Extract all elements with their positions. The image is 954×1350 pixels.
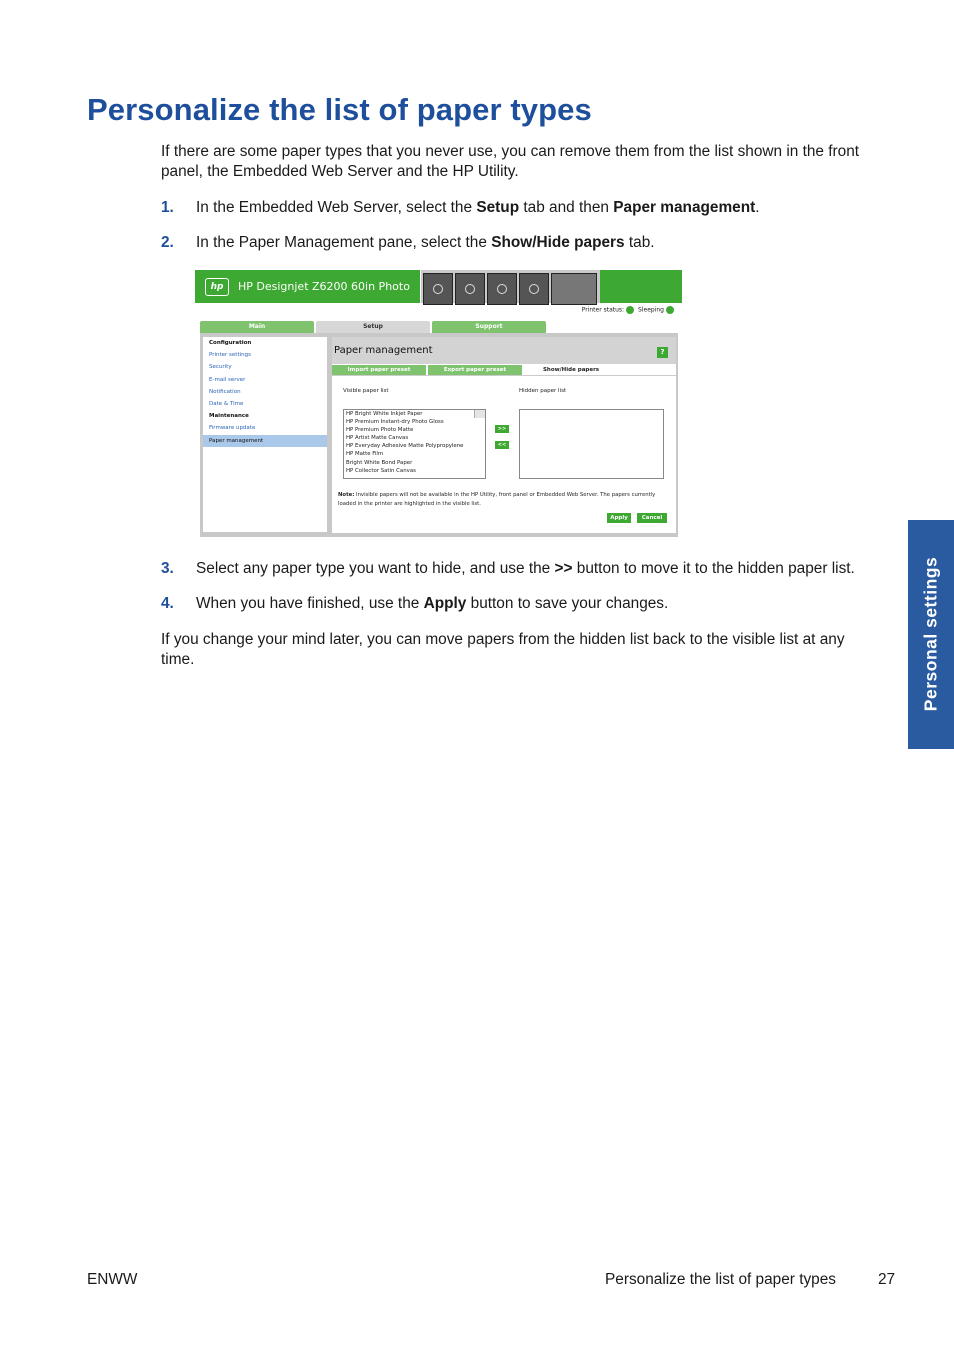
sidebar-item-paper-management[interactable]: Paper management xyxy=(203,435,327,447)
step-number: 2. xyxy=(161,234,174,251)
panel-title: Paper management xyxy=(334,345,433,356)
list-item[interactable]: HP Premium Instant-dry Photo Gloss xyxy=(346,419,444,426)
note-label: Note: xyxy=(338,492,355,498)
step-text: In the Paper Management pane, select the xyxy=(196,234,492,251)
tab-main[interactable]: Main xyxy=(200,321,314,333)
list-scrollbar[interactable] xyxy=(474,410,485,418)
printer-name: HP Designjet Z6200 60in Photo xyxy=(238,280,410,293)
apply-button[interactable]: Apply xyxy=(607,513,631,523)
list-item[interactable]: HP Artist Matte Canvas xyxy=(346,435,409,442)
page-number: 27 xyxy=(878,1271,896,1288)
step-text: button to move it to the hidden paper list. xyxy=(572,560,855,577)
printer-status xyxy=(582,306,678,314)
tab-export-paper-preset[interactable]: Export paper preset xyxy=(428,365,522,375)
status-refresh-icon xyxy=(666,306,674,314)
visible-paper-list[interactable] xyxy=(343,409,486,479)
list-item[interactable]: HP Bright White Inkjet Paper xyxy=(346,411,423,417)
page-title: Personalize the list of paper types xyxy=(87,92,592,127)
sidebar-item-printer-settings[interactable]: Printer settings xyxy=(209,352,251,359)
sidebar-heading-configuration: Configuration xyxy=(209,340,252,346)
show-hide-pane xyxy=(332,375,676,533)
step-bold-show-hide: Show/Hide papers xyxy=(491,234,625,251)
tab-support[interactable]: Support xyxy=(432,321,546,333)
note-text xyxy=(338,491,672,508)
ews-main-panel xyxy=(332,337,676,532)
step-number: 4. xyxy=(161,595,174,612)
visible-list-label: Visible paper list xyxy=(343,388,389,394)
tab-setup[interactable]: Setup xyxy=(316,321,430,333)
footer-left: ENWW xyxy=(87,1271,138,1288)
sidebar-item-security[interactable]: Security xyxy=(209,364,232,371)
ews-frame xyxy=(200,333,678,537)
step-text: button to save your changes. xyxy=(466,595,669,612)
status-value: Sleeping xyxy=(638,306,664,314)
sidebar-item-email-server[interactable]: E-mail server xyxy=(209,376,246,383)
step-number: 3. xyxy=(161,560,174,577)
ews-screenshot xyxy=(195,270,682,537)
side-tab-label: Personal settings xyxy=(920,556,941,712)
list-item[interactable]: HP Everyday Adhesive Matte Polypropylene xyxy=(346,443,464,450)
list-item[interactable]: HP Matte Film xyxy=(346,451,384,458)
step-text: tab and then xyxy=(519,199,614,216)
footer-section: Personalize the list of paper types xyxy=(605,1271,836,1288)
outro-paragraph: If you change your mind later, you can move papers from the hidden list back to the visible list at any time. xyxy=(161,631,845,668)
hidden-list-label: Hidden paper list xyxy=(519,388,567,394)
tab-show-hide-papers[interactable]: Show/Hide papers xyxy=(524,365,618,375)
printer-image xyxy=(421,270,600,303)
hidden-paper-list[interactable] xyxy=(519,409,664,479)
sidebar-heading-maintenance: Maintenance xyxy=(209,413,249,420)
sidebar-item-notification[interactable]: Notification xyxy=(209,388,241,395)
intro-paragraph: If there are some paper types that you never use, you can remove them from the list shown in the front panel, the Embedded Web Server and the HP Utility. xyxy=(161,143,860,180)
help-icon[interactable]: ? xyxy=(657,347,668,358)
note-body: Invisible papers will not be available in the HP Utility, front panel or Embedded Web Server. The papers currently loaded in the printer are highlighted in the visible list. xyxy=(338,492,656,507)
step-text: . xyxy=(755,199,760,216)
list-item[interactable]: HP Collector Satin Canvas xyxy=(346,467,416,474)
ews-sidebar xyxy=(203,337,327,532)
list-item[interactable]: HP Premium Photo Matte xyxy=(346,427,414,434)
step-text: When you have finished, use the xyxy=(196,595,424,612)
list-item[interactable]: Bright White Bond Paper xyxy=(346,459,413,466)
sidebar-item-date-time[interactable]: Date & Time xyxy=(209,400,244,407)
cancel-button[interactable]: Cancel xyxy=(637,513,667,523)
status-label: Printer status: xyxy=(581,306,625,314)
step-number: 1. xyxy=(161,199,174,216)
hp-logo-icon: hp xyxy=(205,278,229,296)
step-bold-setup: Setup xyxy=(476,199,520,216)
step-text: tab. xyxy=(624,234,655,251)
move-to-visible-button[interactable]: << xyxy=(495,441,509,449)
step-text: Select any paper type you want to hide, and use the xyxy=(196,560,555,577)
move-to-hidden-button[interactable]: >> xyxy=(495,425,509,433)
step-bold-apply: Apply xyxy=(423,595,467,612)
section-side-tab xyxy=(908,520,954,749)
tab-import-paper-preset[interactable]: Import paper preset xyxy=(332,365,426,375)
sidebar-item-firmware-update[interactable]: Firmware update xyxy=(209,425,256,432)
status-check-icon xyxy=(626,306,634,314)
step-bold-move: >> xyxy=(554,560,573,577)
step-text: In the Embedded Web Server, select the xyxy=(196,199,477,216)
ews-banner xyxy=(195,270,682,303)
step-bold-paper-management: Paper management xyxy=(613,199,756,216)
